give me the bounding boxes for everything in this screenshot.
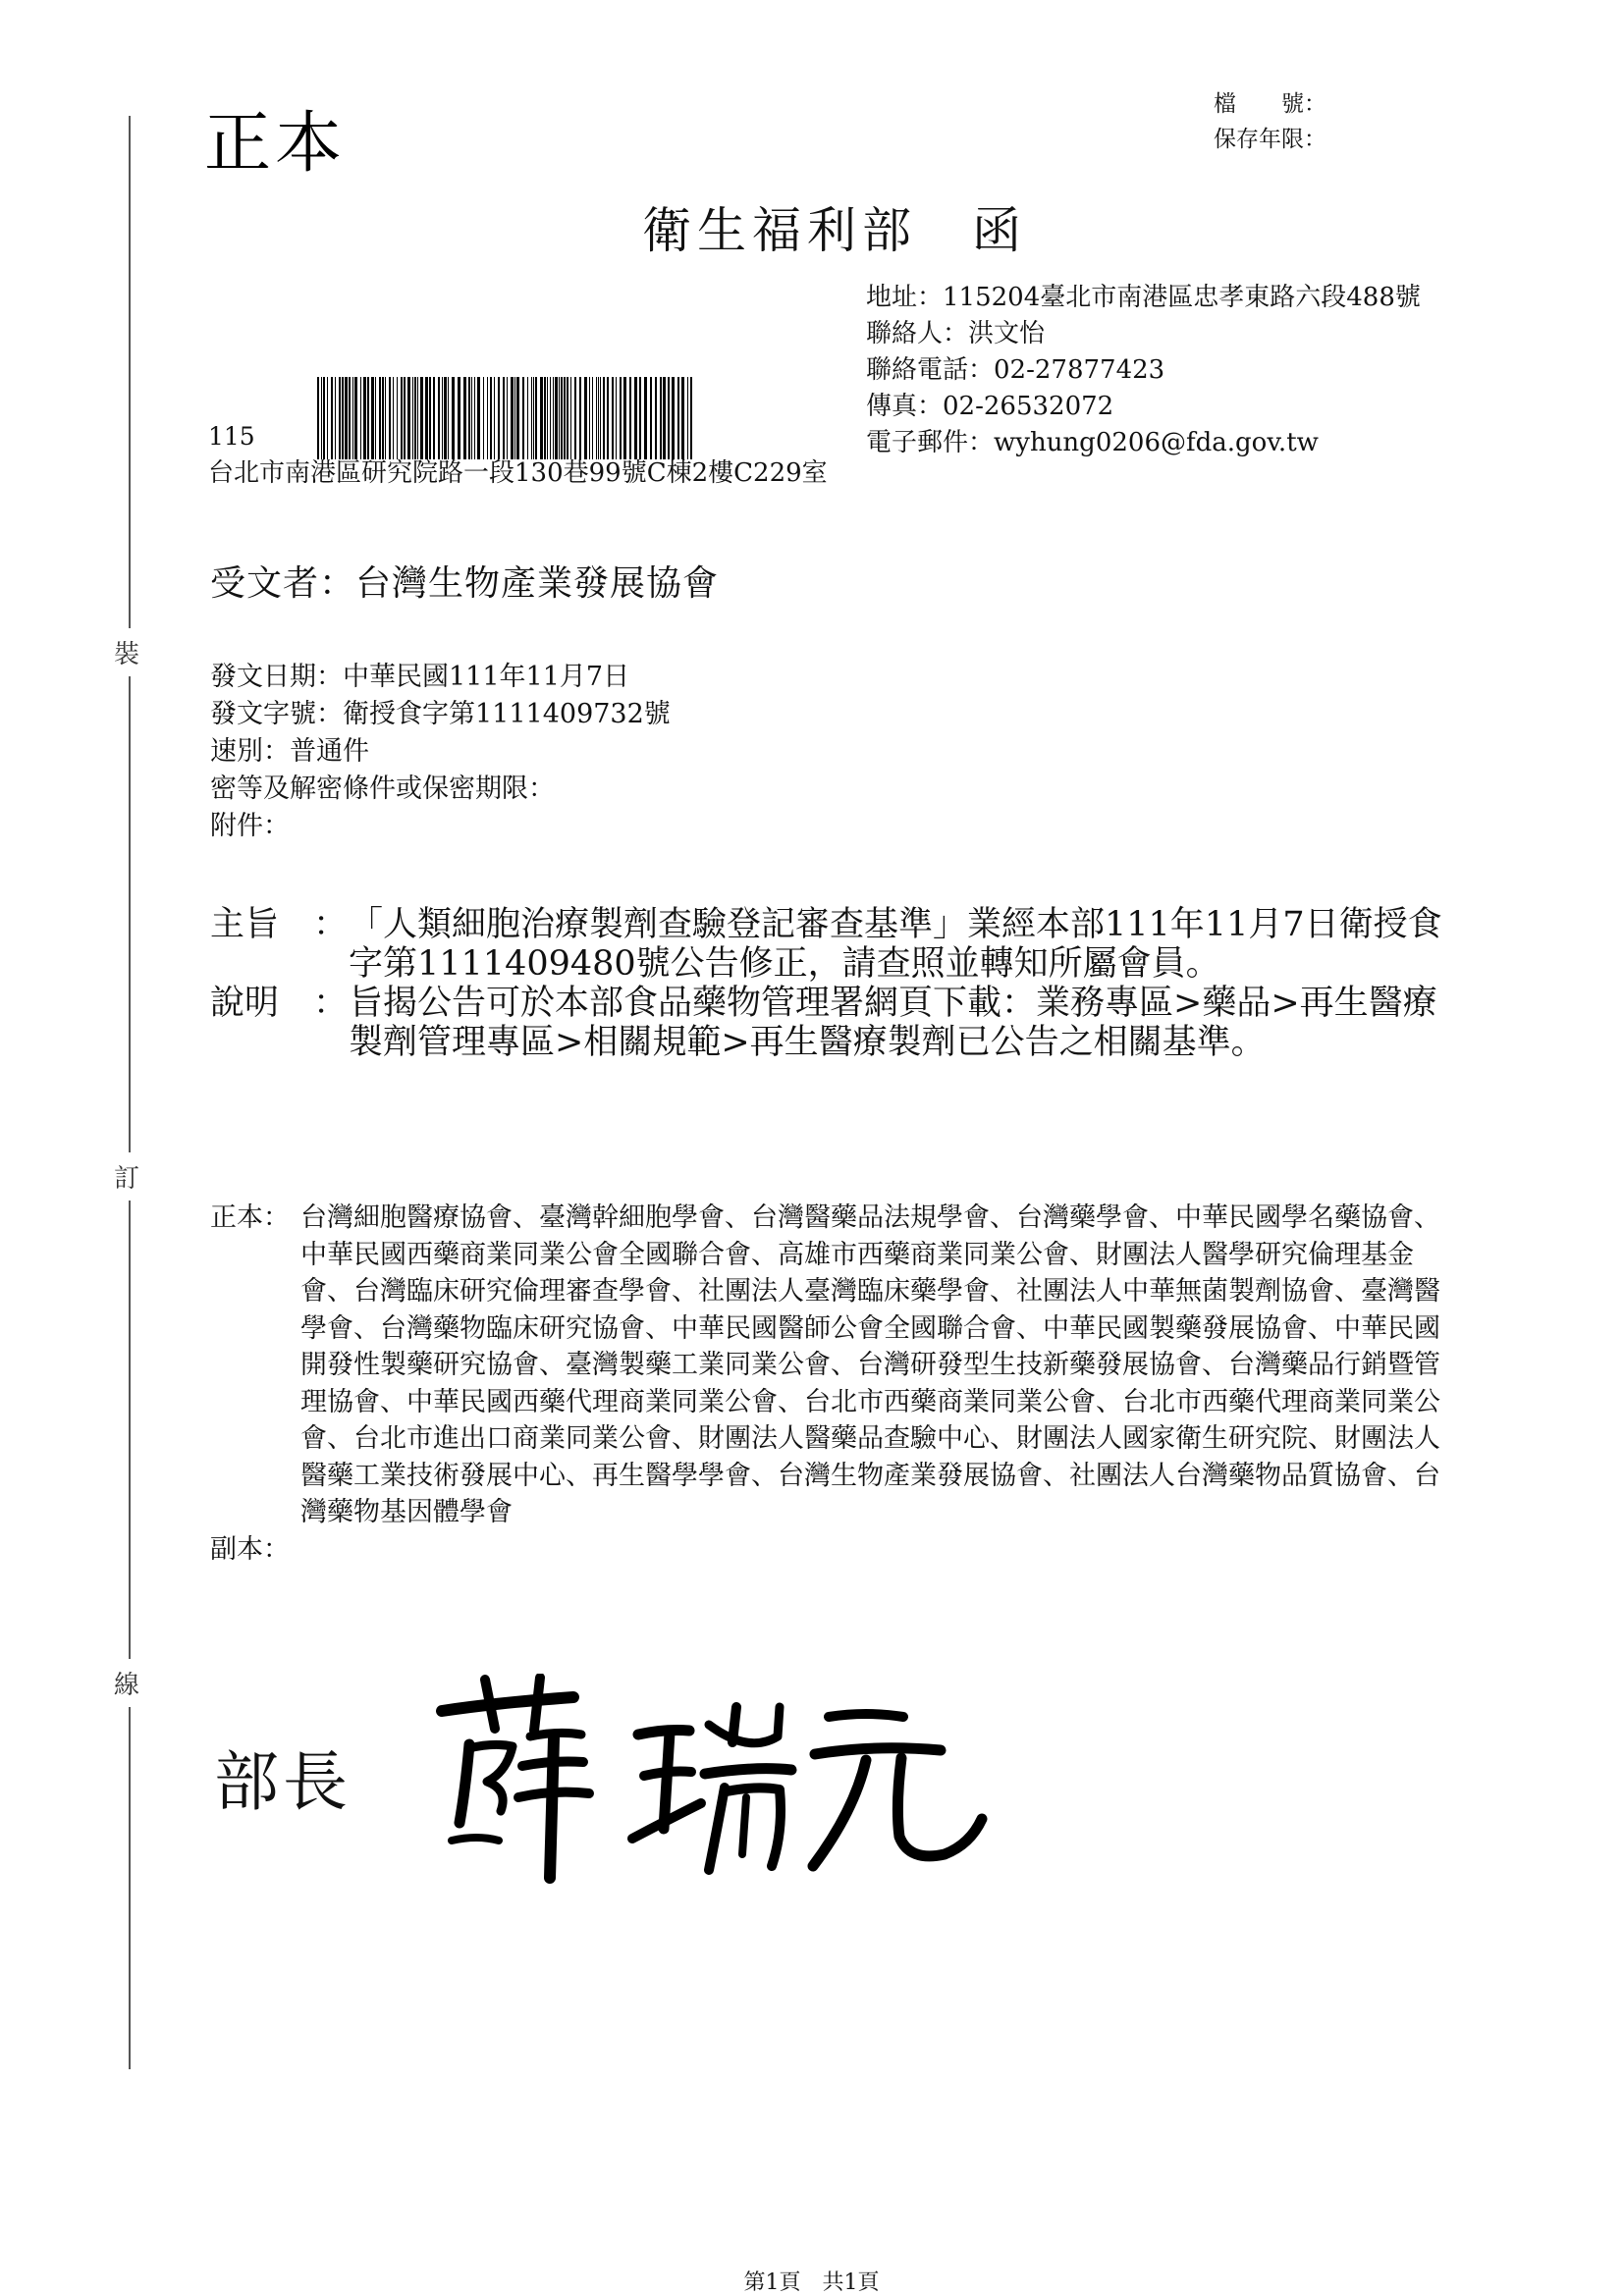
postal-code: 115: [208, 422, 255, 451]
issue-date: 發文日期：中華民國111年11月7日: [210, 662, 630, 692]
contact-block: [866, 280, 1421, 461]
binding-mark-zhuang: 裝: [114, 628, 139, 676]
page-footer: 第1頁 共1頁: [743, 2270, 880, 2295]
document-meta: [210, 659, 671, 845]
contact-address: 地址：115204臺北市南港區忠孝東路六段488號: [866, 283, 1421, 312]
subject-colon: ：: [313, 905, 349, 944]
recipient: 受文者：台灣生物產業發展協會: [210, 563, 720, 604]
document-title: 衛生福利部 函: [642, 202, 1027, 259]
barcode: [317, 377, 695, 459]
mailing-address: 台北市南港區研究院路一段130巷99號C棟2樓C229室: [208, 458, 828, 488]
archive-info: [1214, 86, 1326, 157]
original-recipients-row: [210, 1200, 1457, 1531]
explanation-label: 說明: [210, 984, 280, 1023]
explanation-text: 旨揭公告可於本部食品藥物管理署網頁下載：業務專區>藥品>再生醫療製劑管理專區>相關規範>再生醫療製劑已公告之相關基準。: [349, 984, 1437, 1062]
security-level: 密等及解密條件或保密期限：: [210, 774, 555, 804]
document-number: 發文字號：衛授食字第1111409732號: [210, 699, 671, 729]
explanation-row: [210, 984, 1457, 1062]
copy-recipients-label: 副本：: [210, 1533, 290, 1565]
contact-person: 聯絡人：洪文怡: [866, 319, 1046, 348]
contact-email: 電子郵件：wyhung0206@fda.gov.tw: [866, 428, 1319, 457]
attachment-label: 附件：: [210, 811, 290, 841]
minister-signature: [424, 1674, 989, 1895]
explanation-colon: ：: [313, 984, 349, 1023]
file-number-label: 檔 號：: [1214, 91, 1326, 117]
minister-title: 部長: [214, 1744, 352, 1820]
binding-line: [129, 116, 131, 2069]
binding-mark-xian: 線: [114, 1659, 139, 1707]
subject-row: [210, 905, 1457, 984]
contact-fax: 傳真：02-26532072: [866, 392, 1114, 421]
binding-mark-ding: 訂: [114, 1152, 139, 1201]
distribution-list: [210, 1200, 1457, 1568]
contact-phone: 聯絡電話：02-27877423: [866, 355, 1165, 385]
subject-label: 主旨: [210, 905, 280, 944]
original-recipients-text: 台灣細胞醫療協會、臺灣幹細胞學會、台灣醫藥品法規學會、台灣藥學會、中華民國學名藥協會、中華民國西藥商業同業公會全國聯合會、高雄市西藥商業同業公會、財團法人醫學研究倫理基金會、台灣臨床研究倫理審查學會、社團法人臺灣臨床藥學會、社團法人中華無菌製劑協會、臺灣醫學會、台灣藥物臨床研究協會、中華民國醫師公會全國聯合會、中華民國製藥發展協會、中華民國開發性製藥研究協會、臺灣製藥工業同業公會、台灣研發型生技新藥發展協會、台灣藥品行銷暨管理協會、中華民國西藥代理商業同業公會、台北市西藥商業同業公會、台北市西藥代理商業同業公會、台北市進出口商業同業公會、財團法人醫藥品查驗中心、財團法人國家衛生研究院、財團法人醫藥工業技術發展中心、再生醫學學會、台灣生物產業發展協會、社團法人台灣藥物品質協會、台灣藥物基因體學會: [300, 1202, 1440, 1527]
original-copy-mark: 正本: [204, 105, 347, 183]
delivery-speed: 速別：普通件: [210, 736, 369, 767]
body-section: [210, 905, 1457, 1062]
original-recipients-label: 正本：: [210, 1202, 290, 1233]
copy-recipients-row: [210, 1531, 1457, 1569]
subject-text: 「人類細胞治療製劑查驗登記審查基準」業經本部111年11月7日衛授食字第1111409480號公告修正，請查照並轉知所屬會員。: [349, 905, 1442, 984]
retention-period-label: 保存年限：: [1214, 127, 1326, 152]
